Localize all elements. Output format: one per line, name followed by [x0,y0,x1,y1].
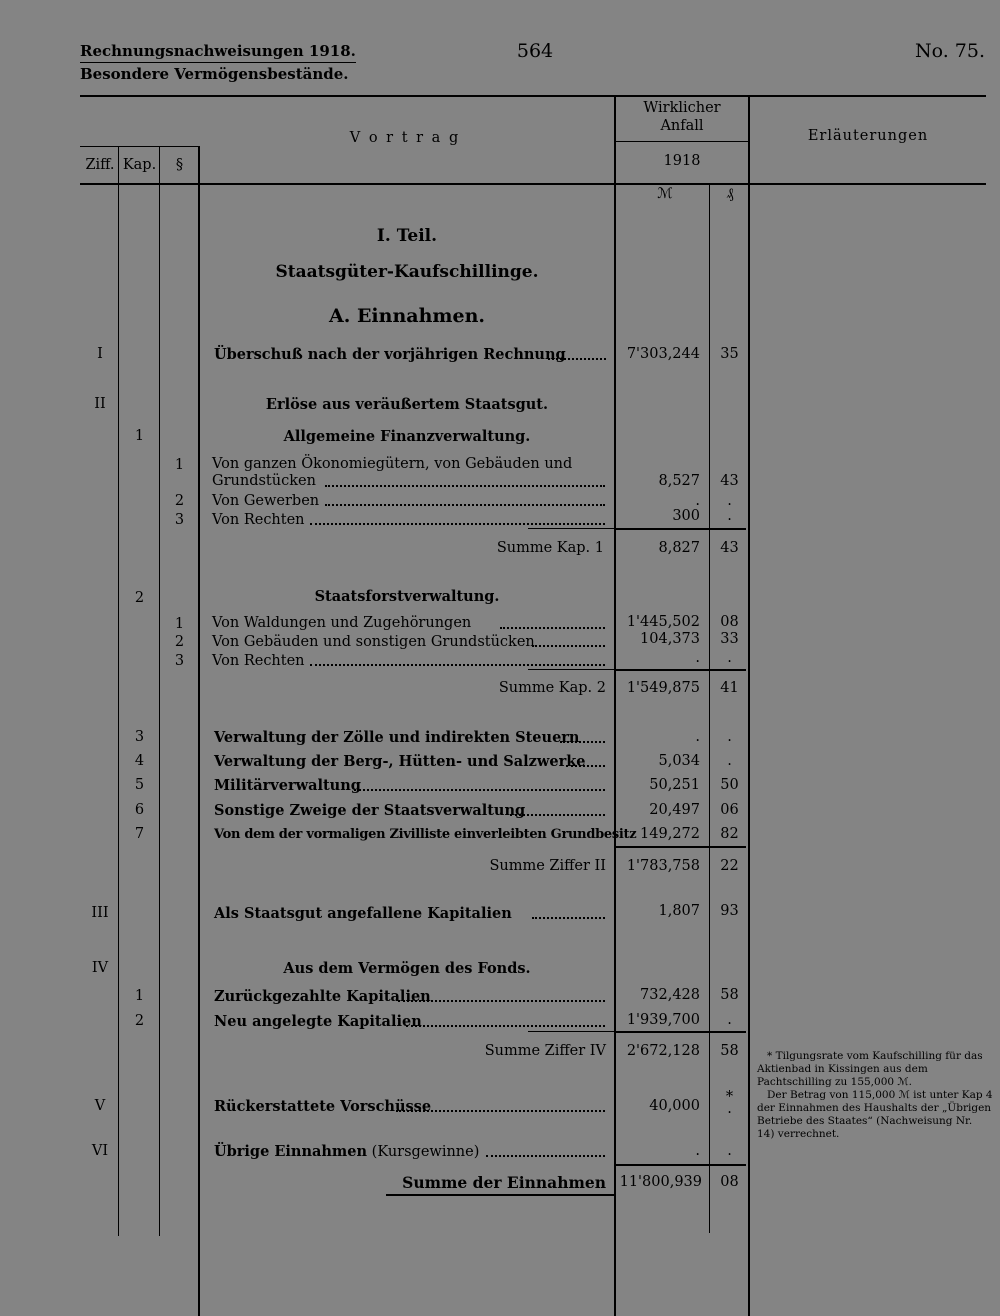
row-pf: 35 [720,346,739,362]
sum-pf: 41 [720,680,739,696]
sum-pf: 22 [720,858,739,874]
row-text: Von ganzen Ökonomiegütern, von Gebäuden und [212,456,573,472]
header-ziff-rule [80,146,198,147]
row-text: Verwaltung der Berg-, Hütten- und Salzwerke [214,753,586,770]
footnote [757,1050,993,1141]
row-text: Neu angelegte Kapitalien [214,1013,422,1030]
row-mark: . [695,729,700,745]
row-text: Von Gewerben [212,493,320,509]
row-mark: . [695,1143,700,1159]
row-pf: 58 [720,987,739,1003]
row-text: Verwaltung der Zölle und indirekten Steuern [214,729,580,746]
row-mark: 50,251 [649,777,700,793]
row-kap: 2 [134,590,145,606]
running-header [80,40,356,85]
row-ziff: VI [91,1143,109,1159]
row-kap: 7 [134,826,145,842]
row-pf: . [727,493,732,509]
total-pf: 08 [720,1174,739,1190]
row-mark: 1'939,700 [626,1012,700,1028]
row-text: Übrige Einnahmen [214,1143,368,1160]
col-header-kap: Kap. [122,157,157,173]
sum-mark: 2'672,128 [626,1043,700,1059]
row-pf: . [727,753,732,769]
row-text: Sonstige Zweige der Staatsverwaltung [214,802,526,819]
row-text: Von Waldungen und Zugehörungen [212,615,472,631]
row-para: 1 [174,616,185,632]
row-para: 2 [174,493,185,509]
sum-label: Summe Kap. 1 [496,540,604,556]
header-anfall-rule [614,141,748,142]
row-kap: 1 [134,988,145,1004]
row-heading: Erlöse aus veräußertem Staatsgut. [265,396,549,413]
row-text: Von Rechten [212,512,305,528]
row-text-group [214,1143,479,1161]
row-pf: 43 [720,473,739,489]
row-text: Von dem der vormaligen Zivilliste einverleibten Grundbesitz [214,827,637,842]
col-header-anfall: Anfall [660,118,704,134]
sum-rule [616,846,746,848]
section-title: Staatsgüter-Kaufschillinge. [275,262,539,282]
row-pf: . [727,1101,732,1117]
row-text-cont: Grundstücken [212,473,316,489]
row-kap: 3 [134,729,145,745]
row-ziff: IV [91,960,109,976]
table-top-rule [80,95,986,97]
sum-rule [616,528,746,530]
row-kap: 5 [134,777,145,793]
row-heading: Allgemeine Finanzverwaltung. [283,428,531,445]
sum-mark: 8,827 [658,540,700,556]
sum-rule [616,669,746,671]
row-text: Als Staatsgut angefallene Kapitalien [214,905,512,922]
row-heading: Staatsforstverwaltung. [314,588,500,605]
col-rule-anfall [748,95,750,1316]
total-mark: 11'800,939 [619,1174,702,1190]
row-kap: 1 [134,428,145,444]
row-para: 2 [174,634,185,650]
row-ziff: II [94,396,106,412]
row-pf: 50 [720,777,739,793]
sum-rule [616,1164,746,1166]
col-rule-vortrag [614,95,616,1316]
pfennig-unit-icon: ₰ [726,186,734,202]
row-kap: 4 [134,753,145,769]
page-number: 564 [516,40,554,62]
total-label: Summe der Einnahmen [402,1173,606,1192]
row-pf: . [727,650,732,666]
col-header-vortrag: V o r t r a g [349,130,461,146]
header-bottom-rule [80,183,986,185]
sum-mark: 1'549,875 [626,680,700,696]
row-pf: . [727,508,732,524]
col-rule-mark [709,183,710,1233]
mark-unit-icon: ℳ [657,186,673,202]
footnote-marker: * [725,1089,734,1105]
row-pf: 08 [720,614,739,630]
total-underline [386,1194,614,1196]
row-mark: 8,527 [658,473,700,489]
sum-rule [616,1031,746,1033]
sum-label: Summe Ziffer II [489,858,606,874]
row-kap: 2 [134,1013,145,1029]
col-header-year: 1918 [663,153,701,169]
row-mark: 5,034 [658,753,700,769]
col-header-erlaeuterungen: Erläuterungen [807,128,929,144]
row-text: Militärverwaltung [214,777,361,794]
footnote-paragraph-2: Der Betrag von 115,000 ℳ ist unter Kap 4 der Einnahmen des Haushalts der „Übrigen Betriebe des Staates“ (Nachweisung Nr. 14) verrechnet. [757,1089,993,1140]
row-mark: . [695,650,700,666]
row-ziff: I [97,346,103,362]
header-line-2: Besondere Vermögensbestände. [80,62,356,85]
col-rule-ziff [118,146,119,1236]
row-para: 3 [174,653,185,669]
sum-mark: 1'783,758 [626,858,700,874]
row-text-paren: (Kursgewinne) [371,1144,480,1160]
col-rule-kap [159,146,160,1236]
document-number: No. 75. [914,40,985,62]
row-mark: 300 [672,508,700,524]
row-pf: . [727,729,732,745]
row-mark: 1,807 [658,903,700,919]
row-text: Zurückgezahlte Kapitalien [214,988,431,1005]
row-mark: . [695,493,700,509]
header-line-1: Rechnungsnachweisungen 1918. [80,42,356,60]
row-para: 3 [174,512,185,528]
col-header-wirklicher: Wirklicher [643,100,721,116]
row-mark: 104,373 [640,631,700,647]
row-kap: 6 [134,802,145,818]
col-header-ziff: Ziff. [85,157,115,173]
row-mark: 1'445,502 [626,614,700,630]
footnote-paragraph-1: * Tilgungsrate vom Kaufschilling für das Aktienbad in Kissingen aus dem Pachtschilling zu 155,000 ℳ. [757,1050,983,1088]
row-heading: Aus dem Vermögen des Fonds. [283,960,531,977]
sum-pf: 58 [720,1043,739,1059]
row-mark: 20,497 [649,802,700,818]
row-pf: . [727,1143,732,1159]
row-text: Von Gebäuden und sonstigen Grundstücken [212,634,535,650]
row-mark: 7'303,244 [626,346,700,362]
row-text: Überschuß nach der vorjährigen Rechnung [214,346,566,363]
row-pf: 06 [720,802,739,818]
row-ziff: V [94,1098,106,1114]
row-mark: 149,272 [640,826,700,842]
row-pf: 93 [720,903,739,919]
row-ziff: III [91,905,109,921]
row-para: 1 [174,457,185,473]
row-mark: 732,428 [640,987,700,1003]
subsection-title: A. Einnahmen. [328,305,486,327]
part-title: I. Teil. [376,226,438,246]
sum-label: Summe Ziffer IV [484,1043,606,1059]
row-text: Rückerstattete Vorschüsse [214,1098,432,1115]
sum-label: Summe Kap. 2 [498,680,606,696]
row-pf: 82 [720,826,739,842]
col-header-para: § [175,157,184,173]
row-pf: . [727,1012,732,1028]
row-text: Von Rechten [212,653,305,669]
row-mark: 40,000 [649,1098,700,1114]
row-pf: 33 [720,631,739,647]
sum-pf: 43 [720,540,739,556]
